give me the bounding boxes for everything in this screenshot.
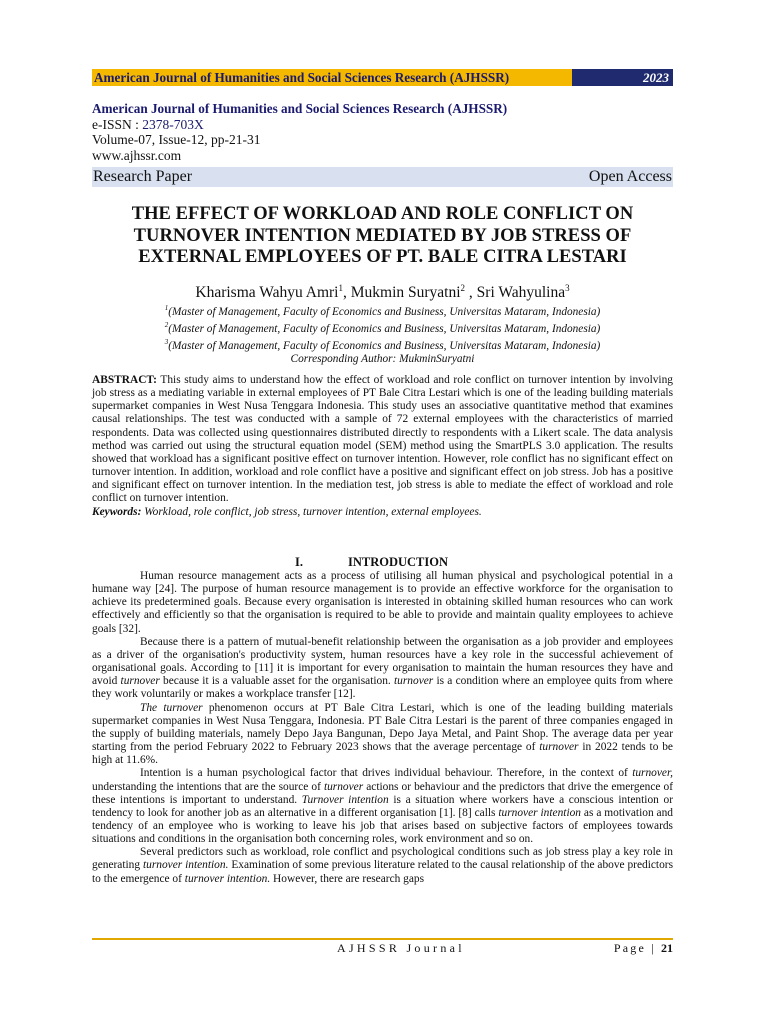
affiliation: $^3$(Master of Management, Faculty of Economics and Business, Universitas Mataram, Indonesia) [164,338,601,352]
title-line: THE EFFECT OF WORKLOAD AND ROLE CONFLICT ON [131,204,634,224]
keywords [92,506,673,519]
header-journal-name: American Journal of Humanities and Social Sciences Research (AJHSSR) [92,69,572,86]
website-link[interactable]: www.ajhssr.com [92,147,182,163]
affiliation: $^1$(Master of Management, Faculty of Economics and Business, Universitas Mataram, Indonesia) [164,304,601,318]
abstract [92,374,673,506]
journal-meta [92,101,673,163]
author-list: Kharisma Wahyu Amri$^1$, Mukmin Suryatni$^2$ , Sri Wahyulina$^3$ [195,283,570,302]
intro-paragraph: Intention is a human psychological factor that drives individual behaviour. Therefore, in the context of turnover, understanding the intentions that are the source of turnover actions or behaviour and the predictors that drive the emergence of these intentions is important to understand. Turnover intention is a situation where workers have a conscious intention or tendency to look for another job as an alternative in a different organisation [1]. [8] calls turnover intention as a motivation and tendency of an employee who is working to leave his job that arises based on subjective factors of employees towards situations and conditions in the organisation both concerning roles, work environment and so on. [92,767,673,846]
page-number: Page | 21 [613,941,673,955]
volume-issue: Volume-07, Issue-12, pp-21-31 [92,132,261,147]
section-title: INTRODUCTION [348,555,449,569]
author-sup: 2 [460,283,466,293]
open-access-label: Open Access [588,168,672,185]
author-name: Kharisma Wahyu Amri [195,284,339,302]
paper-title [92,204,673,269]
eissn-value: 2378-703X [142,116,204,132]
paper-type-bar [92,167,673,187]
intro-paragraph: Human resource management acts as a process of utilising all human physical and psychological potential in a humane way [24]. The purpose of human resource management is to provide an effective workforce for the organisation to achieve its predetermined goals. Because every organisation is interested in obtaining skilled human resources who can work effectively and efficiently so that the organisation is required to be able to provide and maintain quality employees to achieve goals [32]. [92,570,673,635]
footer-rule [92,938,673,940]
eissn-line [92,117,673,133]
corresponding-author: Corresponding Author: MukminSuryatni [290,353,475,366]
section-number: I. [295,555,303,569]
eissn-label: e-ISSN : [92,116,143,132]
title-line: EXTERNAL EMPLOYEES OF PT. BALE CITRA LESTARI [138,247,627,267]
affiliation: $^2$(Master of Management, Faculty of Economics and Business, Universitas Mataram, Indonesia) [164,321,601,335]
abstract-label: ABSTRACT: [92,374,157,386]
research-paper-label: Research Paper [93,168,193,185]
keywords-text: Workload, role conflict, job stress, turnover intention, external employees. [141,505,482,518]
affiliations [92,302,673,366]
author-name: Sri Wahyulina [476,284,566,302]
keywords-label: Keywords: [92,505,142,518]
abstract-text: This study aims to understand how the effect of workload and role conflict on turnover intention by involving job stress as a mediating variable in external employees of PT Bale Citra Lestari which is one of the leading building materials supermarket companies in West Nusa Tenggara Indonesia. This study uses an associative quantitative method that examines causal relationships. The test was conducted with a sample of 72 external employees with the characteristics of married respondents. Data was collected using questionnaires distributed directly to respondents with a Likert scale. The data analysis method was carried out using the structural equation model (SEM) method using the SmartPLS 3.0 application. The results showed that workload has a significant positive effect on turnover intention. However, role conflict has no significant effect on turnover intention. In addition, workload and role conflict have a positive and significant effect on job stress. Job has a positive and significant effect on turnover intention. In the mediation test, job stress is able to mediate the effect of workload and role conflict on turnover intention. [92,374,673,505]
intro-paragraph: The turnover phenomenon occurs at PT Bale Citra Lestari, which is one of the leading building materials supermarket companies in West Nusa Tenggara, Indonesia. PT Bale Citra Lestari is the parent of three companies engaged in the supply of building materials, namely Depo Jaya Bangunan, Depo Jaya Metal, and Paint Shop. The average data per year starting from the period February 2022 to February 2023 shows that the average percentage of turnover in 2022 tends to be high at 11.6%. [92,701,673,767]
introduction-body [92,570,673,886]
author-sup: 3 [565,283,570,293]
intro-paragraph: Several predictors such as workload, role conflict and psychological conditions such as job stress play a key role in generating turnover intention. Examination of some previous literature related to the causal relationship of the above predictors to the emergence of turnover intention. However, there are research gaps [92,846,674,885]
header-year: 2023 [572,69,673,86]
page-footer [92,941,673,957]
author-name: Mukmin Suryatni [350,284,461,302]
abstract-block [92,374,673,519]
title-line: TURNOVER INTENTION MEDIATED BY JOB STRESS OF [133,225,632,246]
intro-paragraph: Because there is a pattern of mutual-benefit relationship between the organisation as a job provider and employees as a driver of the organisation's productivity system, human resources have a key role in the successful achievement of organisational goals. According to [11] it is important for every organisation to maintain the human resources they have and avoid turnover because it is a valuable asset for the organisation. turnover is a condition where an employee quits from where they work voluntarily or makes a workplace transfer [12]. [92,635,673,701]
meta-journal-name: American Journal of Humanities and Social Sciences Research (AJHSSR) [92,101,508,116]
author-sup: 1 [338,283,343,293]
footer-journal: AJHSSR Journal [337,941,465,955]
journal-header-bar [92,69,673,86]
